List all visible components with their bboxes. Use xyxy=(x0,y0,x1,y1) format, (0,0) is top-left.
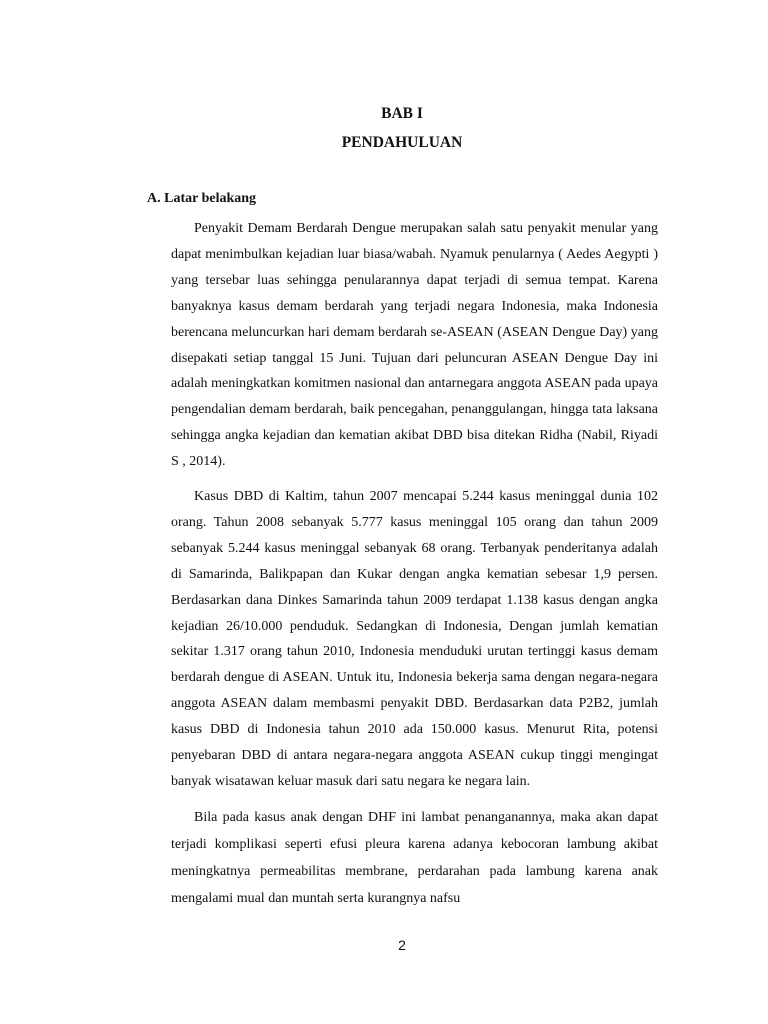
chapter-number: BAB I xyxy=(381,105,423,122)
chapter-title: PENDAHULUAN xyxy=(341,134,463,151)
section-heading: A. Latar belakang xyxy=(147,191,257,206)
page-number: 2 xyxy=(398,937,406,953)
paragraph-2: Kasus DBD di Kaltim, tahun 2007 mencapai 5.244 kasus meninggal dunia 102 orang. Tahun 2008 sebanyak 5.777 kasus meninggal 105 orang dan tahun 2009 sebanyak 5.244 kasus meninggal sebanyak 68 orang. Terbanyak penderitanya adalah di Samarinda, Balikpapan dan Kukar dengan angka kematian sebesar 1,9 persen. Berdasarkan dana Dinkes Samarinda tahun 2009 terdapat 1.138 kasus dengan angka kejadian 26/10.000 penduduk. Sedangkan di Indonesia, Dengan jumlah kematian sekitar 1.317 orang tahun 2010, Indonesia menduduki urutan tertinggi kasus demam berdarah dengue di ASEAN. Untuk itu, Indonesia bekerja sama dengan negara-negara anggota ASEAN dalam membasmi penyakit DBD. Berdasarkan data P2B2, jumlah kasus DBD di Indonesia tahun 2010 ada 150.000 kasus. Menurut Rita, potensi penyebaran DBD di antara negara-negara anggota ASEAN cukup tinggi mengingat banyak wisatawan keluar masuk dari satu negara ke negara lain. xyxy=(171,489,658,789)
paragraph-3: Bila pada kasus anak dengan DHF ini lambat penanganannya, maka akan dapat terjadi komplikasi seperti efusi pleura karena adanya kebocoran lambung akibat meningkatnya permeabilitas membrane, perdarahan pada lambung karena anak mengalami mual dan muntah serta kurangnya nafsu xyxy=(171,810,658,906)
paragraph-1: Penyakit Demam Berdarah Dengue merupakan salah satu penyakit menular yang dapat menimbulkan kejadian luar biasa/wabah. Nyamuk penularnya ( Aedes Aegypti ) yang tersebar luas sehingga penularannya dapat terjadi di semua tempat. Karena banyaknya kasus demam berdarah yang terjadi negara Indonesia, maka Indonesia berencana meluncurkan hari demam berdarah se-ASEAN (ASEAN Dengue Day) yang disepakati setiap tanggal 15 Juni. Tujuan dari peluncuran ASEAN Dengue Day ini adalah meningkatkan komitmen nasional dan antarnegara anggota ASEAN pada upaya pengendalian demam berdarah, baik pencegahan, penanggulangan, hingga tata laksana sehingga angka kejadian dan kematian akibat DBD bisa ditekan Ridha (Nabil, Riyadi S , 2014). xyxy=(171,221,658,470)
